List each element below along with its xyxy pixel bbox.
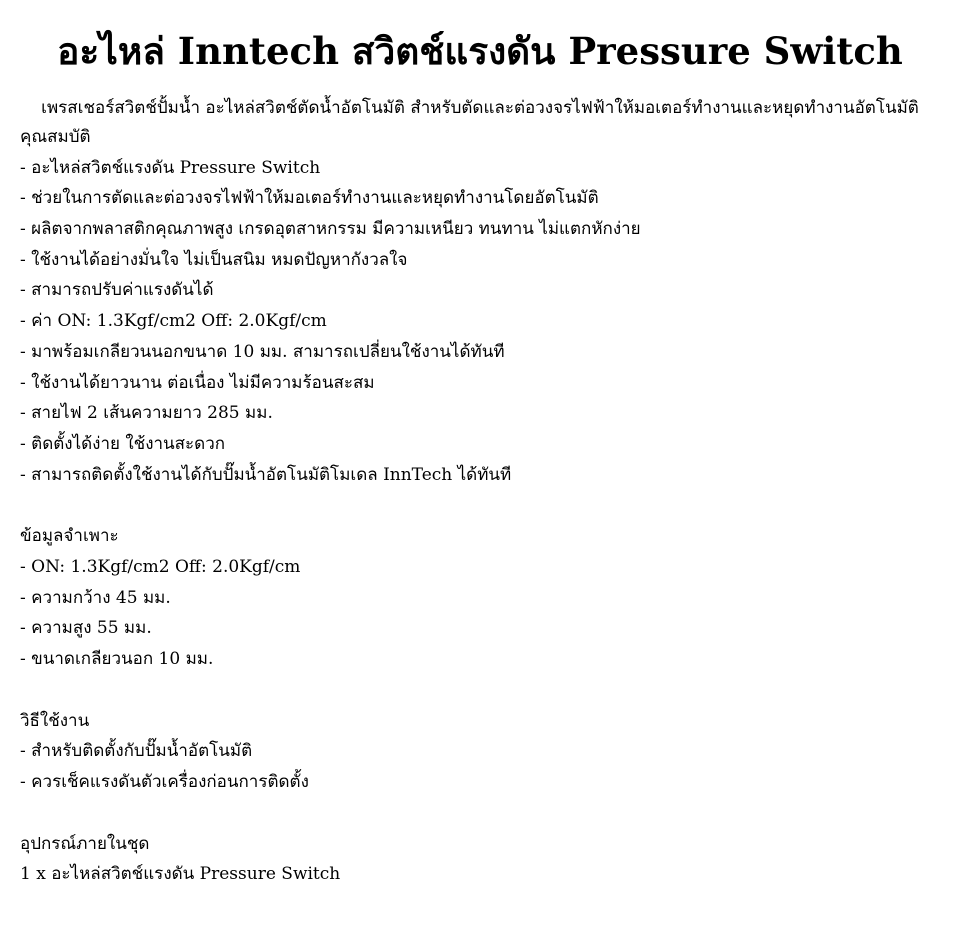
list-item: - ค่า ON: 1.3Kgf/cm2 Off: 2.0Kgf/cm — [20, 311, 327, 332]
section-heading: อุปกรณ์ภายในชุด — [20, 833, 150, 854]
list-item: 1 x อะไหล่สวิตช์แรงดัน Pressure Switch — [20, 864, 341, 885]
list-item: - ผลิตจากพลาสติกคุณภาพสูง เกรดอุตสาหกรรม มีความเหนียว ทนทาน ไม่แตกหักง่าย — [20, 219, 641, 240]
list-item: - อะไหล่สวิตช์แรงดัน Pressure Switch — [20, 157, 321, 178]
intro-paragraph: เพรสเชอร์สวิตช์ปั้มน้ำ อะไหล่สวิตช์ตัดน้ำอัตโนมัติ สำหรับตัดและต่อวงจรไฟฟ้าให้มอเตอร์ทำงานและหยุดทำงานอัตโนมัติ — [41, 98, 919, 118]
section-usage — [20, 706, 940, 798]
list-item: - สายไฟ 2 เส้นความยาว 285 มม. — [20, 403, 273, 424]
list-item: - มาพร้อมเกลียวนนอกขนาด 10 มม. สามารถเปลี่ยนใช้งานได้ทันที — [20, 341, 505, 362]
section-package-contents — [20, 829, 940, 890]
list-item: - ON: 1.3Kgf/cm2 Off: 2.0Kgf/cm — [20, 556, 301, 577]
page-title: อะไหล่ Inntech สวิตช์แรงดัน Pressure Switch — [57, 29, 903, 73]
section-features — [20, 122, 940, 490]
section-specifications — [20, 521, 940, 674]
list-item: - ใช้งานได้ยาวนาน ต่อเนื่อง ไม่มีความร้อนสะสม — [20, 372, 375, 393]
list-item: - ติดตั้งได้ง่าย ใช้งานสะดวก — [20, 433, 226, 454]
list-item: - ช่วยในการตัดและต่อวงจรไฟฟ้าให้มอเตอร์ทำงานและหยุดทำงานโดยอัตโนมัติ — [20, 188, 599, 209]
list-item: - ควรเช็คแรงดันตัวเครื่องก่อนการติดตั้ง — [20, 772, 309, 793]
list-item: - ขนาดเกลียวนอก 10 มม. — [20, 649, 214, 669]
list-item: - สามารถติดตั้งใช้งานได้กับปั๊มน้ำอัตโนมัติโมเดล InnTech ได้ทันที — [20, 464, 512, 485]
section-heading: วิธีใช้งาน — [20, 710, 90, 731]
list-item: - ความสูง 55 มม. — [20, 618, 152, 639]
list-item: - ความกว้าง 45 มม. — [20, 587, 171, 608]
list-item: - ใช้งานได้อย่างมั่นใจ ไม่เป็นสนิม หมดปัญหากังวลใจ — [20, 249, 408, 270]
section-heading: ข้อมูลจำเพาะ — [20, 526, 119, 547]
list-item: - สำหรับติดตั้งกับปั๊มน้ำอัตโนมัติ — [20, 741, 253, 762]
section-heading: คุณสมบัติ — [20, 127, 91, 147]
list-item: - สามารถปรับค่าแรงดันได้ — [20, 280, 214, 301]
